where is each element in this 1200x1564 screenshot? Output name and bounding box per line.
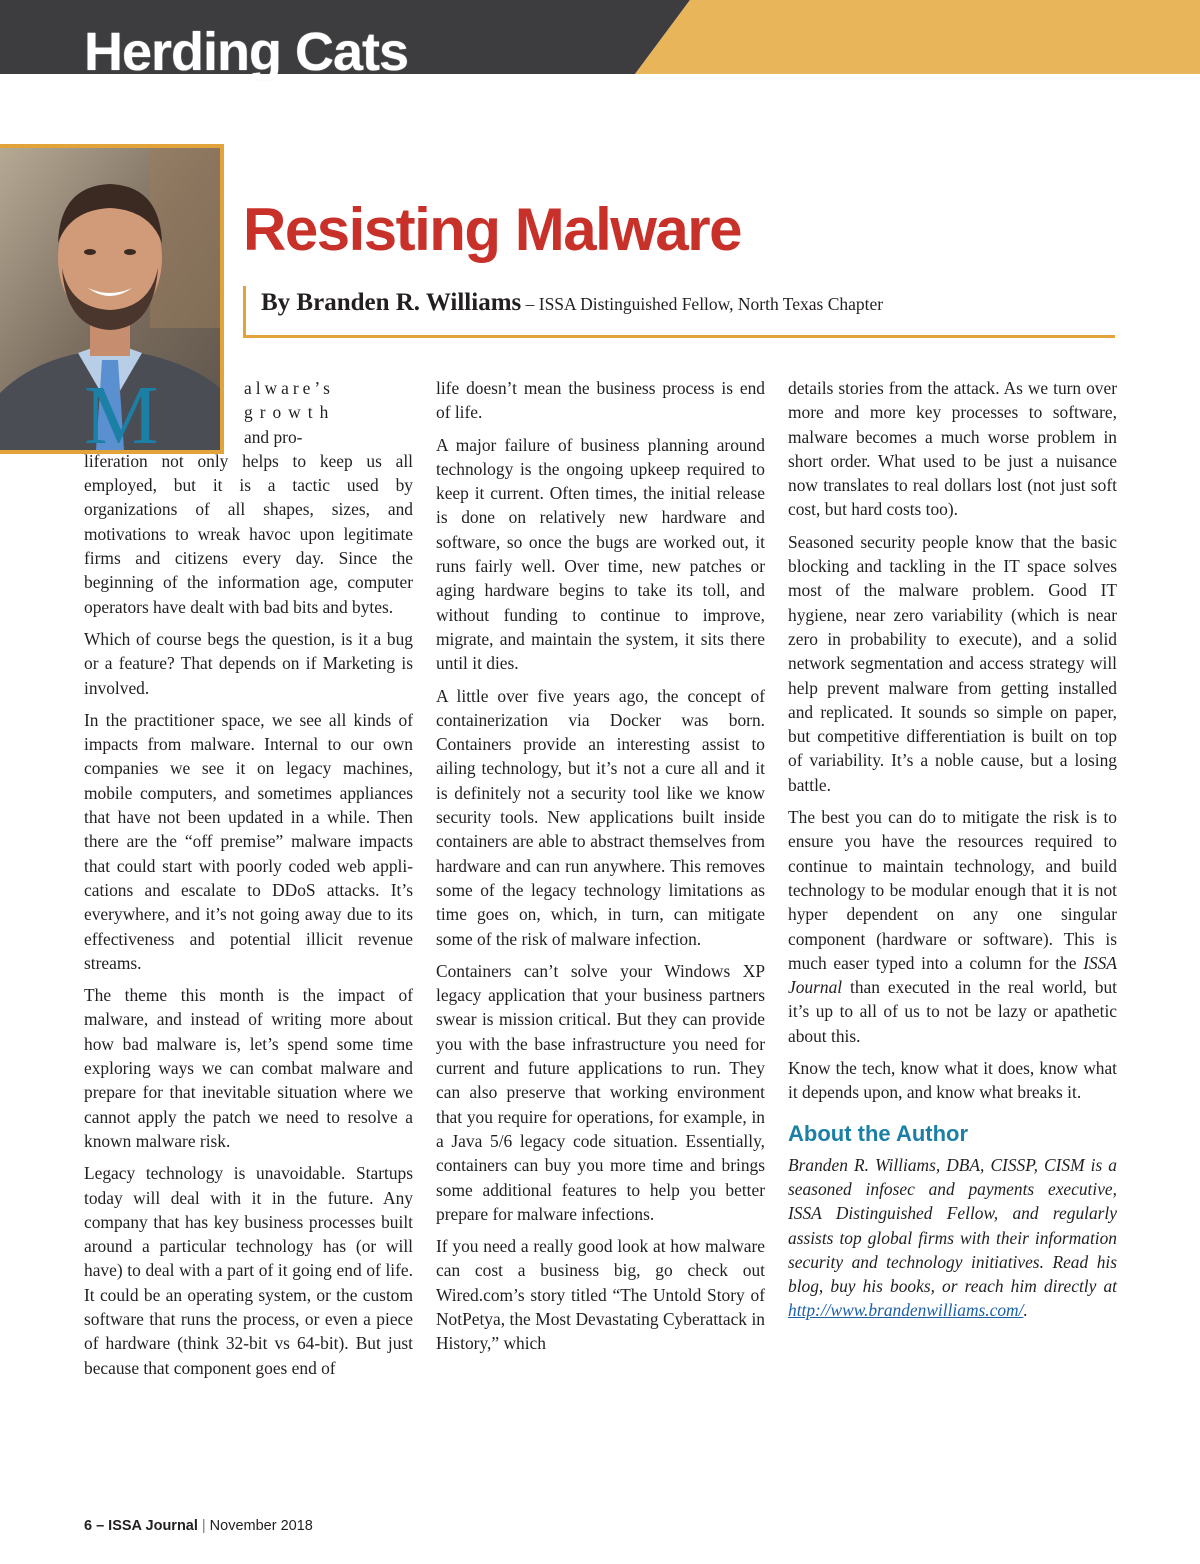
paragraph: In the practitioner space, we see all kinds of impacts from malware. Internal to our own companies we see it on legacy machines, mobile computers, and sometimes appliances that have not been updated in a while. Then there are the “off premise” malware impacts that could start with poorly coded web applications and escalate to DDoS attacks. It’s everywhere, and it’s not going away due to its effectiveness and potential illicit revenue streams. — [84, 709, 413, 973]
lead-line-3: and pro- — [244, 426, 303, 447]
paragraph: Legacy technology is unavoidable. Startups today will deal with it in the future. Any company that has key business processes built around a particular technology has (or will have) to deal with a part of it going end of life. It could be an operating system, or the custom software that runs the process, or even a piece of hardware (think 32-bit vs 64-bit). But just because that component goes end of — [84, 1163, 413, 1378]
about-author-period: . — [1023, 1300, 1028, 1321]
paragraph: details stories from the attack. As we turn over more and more key processes to software, malware becomes a much worse problem in short order. What used to be just a nuisance now translates to real dollars lost (not just soft cost, but hard costs too). — [788, 378, 1117, 520]
paragraph — [788, 805, 1117, 1048]
journal-name: ISSA Journal — [788, 952, 1117, 998]
paragraph: life doesn’t mean the business process is end of life. — [436, 378, 765, 423]
paragraph-part: The best you can do to mitigate the risk is to ensure you have the resources required to continue to maintain technology, and build technology to be modular enough that it is not hyper dependent on any one singular component (hardware or software). This is much easer typed into a column for the — [788, 807, 1117, 973]
footer-separator: | — [201, 1518, 206, 1534]
about-author-bio: Branden R. Williams, DBA, CISSP, CISM is a seasoned infosec and payments executive, ISSA Distinguished Fellow, and regularly assists top global firms with their information security and technology initiatives. Read his blog, buy his books, or reach him directly at — [788, 1154, 1117, 1297]
issue-date: November 2018 — [209, 1518, 313, 1534]
article-title: Resisting Malware — [243, 196, 742, 263]
byline — [243, 286, 1115, 338]
paragraph-part: than executed in the real world, but it’s up to all of us to not be lazy or apathetic about this. — [788, 977, 1117, 1046]
column-1 — [84, 369, 413, 1388]
page-label: 6 – ISSA Journal — [84, 1518, 198, 1534]
paragraph: A major failure of business planning around technology is the ongoing upkeep required to keep it current. Often times, the initial release is done on relatively new hardware and software, so once the bugs are worked out, it runs fairly well. Over time, new patches or aging hardware begins to take its toll, and without funding to continue to improve, migrate, and maintain the system, it sits there until it dies. — [436, 434, 765, 674]
column-2 — [436, 376, 765, 1364]
page-footer — [84, 1518, 313, 1534]
paragraph: A little over five years ago, the concept of containerization via Docker was born. Containers provide an interesting assist to ailing technology, but it’s not a cure all and it is definitely not a security tool like we know security tools. New applications built inside containers are able to abstract themselves from hardware and can run anywhere. This removes some of the legacy technology limitations as time goes on, which, in turn, can mitigate some of the risk of malware infection. — [436, 685, 765, 949]
about-author-text — [788, 1153, 1117, 1323]
paragraph: Seasoned security people know that the basic blocking and tackling in the IT space solves most of the malware problem. Good IT hygiene, near zero variability (which is near zero in probability to execute), and a solid network segmentation and access strategy will help prevent malware from getting installed and replicated. It sounds so simple on paper, but competitive differentiation is built on top of variability. It’s a noble cause, but a losing battle. — [788, 531, 1117, 795]
author-website-link[interactable]: http://www.brandenwilliams.com/ — [788, 1300, 1024, 1321]
author-name: By Branden R. Williams — [261, 289, 522, 316]
paragraph: Containers can’t solve your Windows XP legacy application that your business partners swear is mission critical. But they can provide you with the base infrastructure you need for current and future applications to run. They can also preserve that working environment that you require for operations, for example, in a Java 5/6 legacy code situation. Essentially, containers can buy you more time and brings some additional features to help you better prepare for malware infections. — [436, 960, 765, 1224]
paragraph: The theme this month is the impact of malware, and instead of writing more about how bad malware is, let’s spend some time exploring ways we can combat malware and prepare for that inevitable situation where we cannot apply the patch we need to resolve a known malware risk. — [84, 985, 413, 1151]
lead-line-2: growth — [244, 402, 336, 423]
section-banner — [0, 0, 1200, 82]
paragraph: If you need a really good look at how malware can cost a business big, go check out Wired.com’s story titled “The Untold Story of NotPetya, the Most Devastating Cyberattack in History,” which — [436, 1236, 765, 1354]
section-title: Herding Cats — [84, 22, 409, 82]
column-3 — [788, 376, 1117, 1331]
drop-cap: M — [84, 369, 159, 462]
paragraph: Know the tech, know what it does, know what it depends upon, and know what breaks it. — [788, 1058, 1117, 1103]
lead-paragraph — [84, 369, 413, 619]
lead-rest: liferation not only helps to keep us all employed, but it is a tactic used by organizations of all shapes, sizes, and motivations to wreak havoc upon legitimate firms and citizens every day. Since the beginning of the information age, computer operators have dealt with bad bits and bytes. — [84, 450, 413, 617]
paragraph: Which of course begs the question, is it a bug or a feature? That depends on if Marketing is involved. — [84, 628, 413, 698]
author-affiliation: – ISSA Distinguished Fellow, North Texas Chapter — [521, 294, 884, 314]
about-author-heading: About the Author — [788, 1120, 969, 1146]
lead-line-1: alware’s — [244, 378, 334, 398]
